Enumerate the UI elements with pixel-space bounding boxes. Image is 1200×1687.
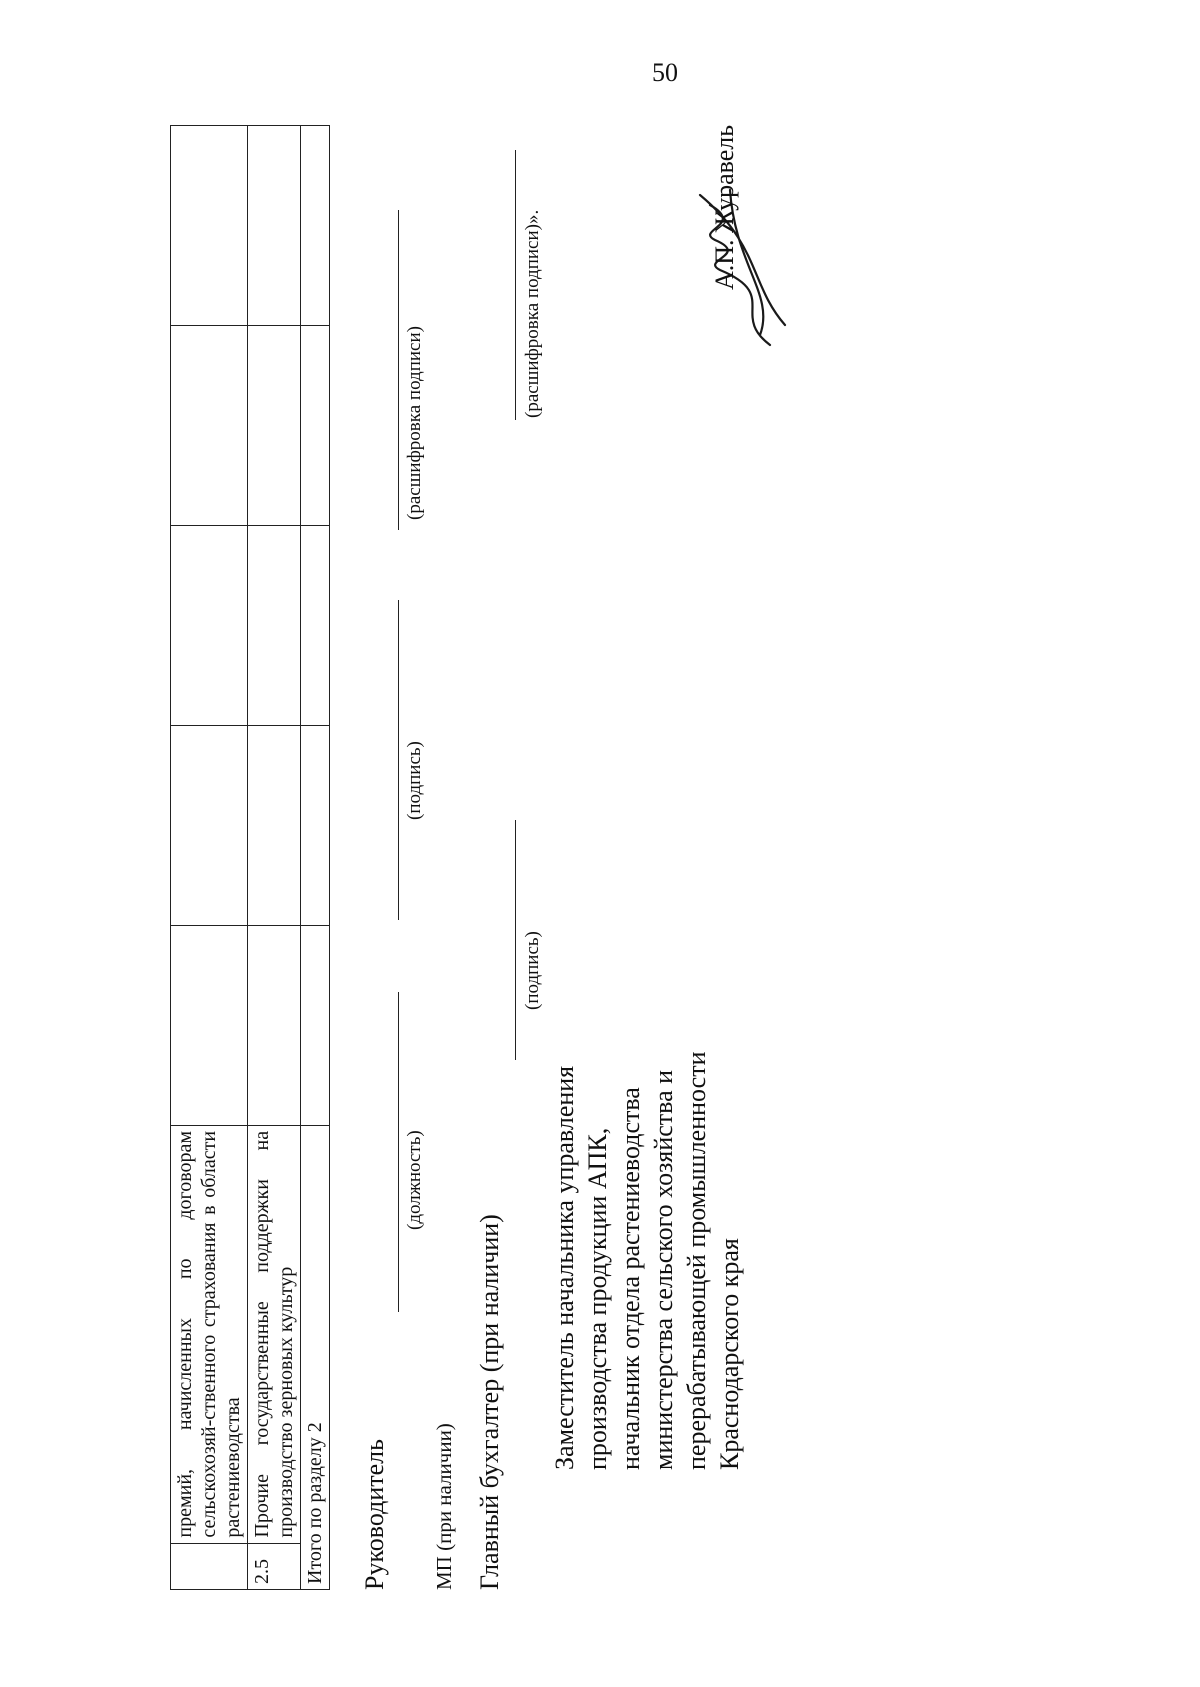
value-cell (248, 925, 301, 1125)
position-line (398, 992, 399, 1312)
signer-position-line: начальник отдела растениеводства (616, 1087, 645, 1470)
accountant-label: Главный бухгалтер (при наличии) (475, 1214, 504, 1590)
value-cell (301, 526, 330, 726)
value-cell (248, 725, 301, 925)
accountant-decode-line (515, 150, 516, 420)
value-cell (301, 126, 330, 326)
signer-position (548, 1051, 746, 1470)
total-label-cell: Итого по разделу 2 (301, 1125, 330, 1589)
position-caption: (должность) (404, 1130, 425, 1230)
value-cell (301, 925, 330, 1125)
value-cell (171, 326, 248, 526)
value-cell (248, 326, 301, 526)
table-row (301, 126, 330, 1590)
accountant-decode-caption: (расшифровка подписи)». (522, 209, 543, 418)
value-cell (301, 725, 330, 925)
decode-caption: (расшифровка подписи) (404, 326, 425, 520)
decode-line (398, 210, 399, 530)
signer-position-line: перерабатывающей промышленности (682, 1051, 711, 1470)
value-cell (171, 126, 248, 326)
page-number: 50 (652, 58, 678, 87)
value-cell (171, 526, 248, 726)
signer-position-line: Краснодарского края (715, 1238, 744, 1470)
accountant-signature-line (515, 820, 516, 1060)
signature-caption: (подпись) (404, 741, 425, 820)
signer-position-line: Заместитель начальника управления (550, 1065, 579, 1470)
table-row (248, 126, 301, 1590)
accountant-signature-caption: (подпись) (522, 931, 543, 1010)
row-number-cell: 2.5 (248, 1543, 301, 1589)
table-row (171, 126, 248, 1590)
row-number-cell (171, 1543, 248, 1589)
signature-line (398, 600, 399, 920)
handwritten-signature (690, 185, 800, 355)
row-text-cell: Прочие государственные поддержки на производство зерновых культур (248, 1125, 301, 1543)
value-cell (171, 725, 248, 925)
head-label: Руководитель (360, 1439, 389, 1590)
signer-position-line: министерства сельского хозяйства и (649, 1069, 678, 1470)
row-text-cell: премий, начисленных по договорам сельскохозяй-ственного страхования в области растениеводства (171, 1125, 248, 1543)
value-cell (171, 925, 248, 1125)
signer-position-line: производства продукции АПК, (583, 1127, 612, 1470)
signer-name: А.П. Журавель (710, 124, 739, 290)
budget-table (170, 125, 330, 1590)
rotated-content (170, 85, 890, 1600)
value-cell (301, 326, 330, 526)
stamp-label: МП (при наличии) (432, 1423, 456, 1590)
value-cell (248, 126, 301, 326)
value-cell (248, 526, 301, 726)
